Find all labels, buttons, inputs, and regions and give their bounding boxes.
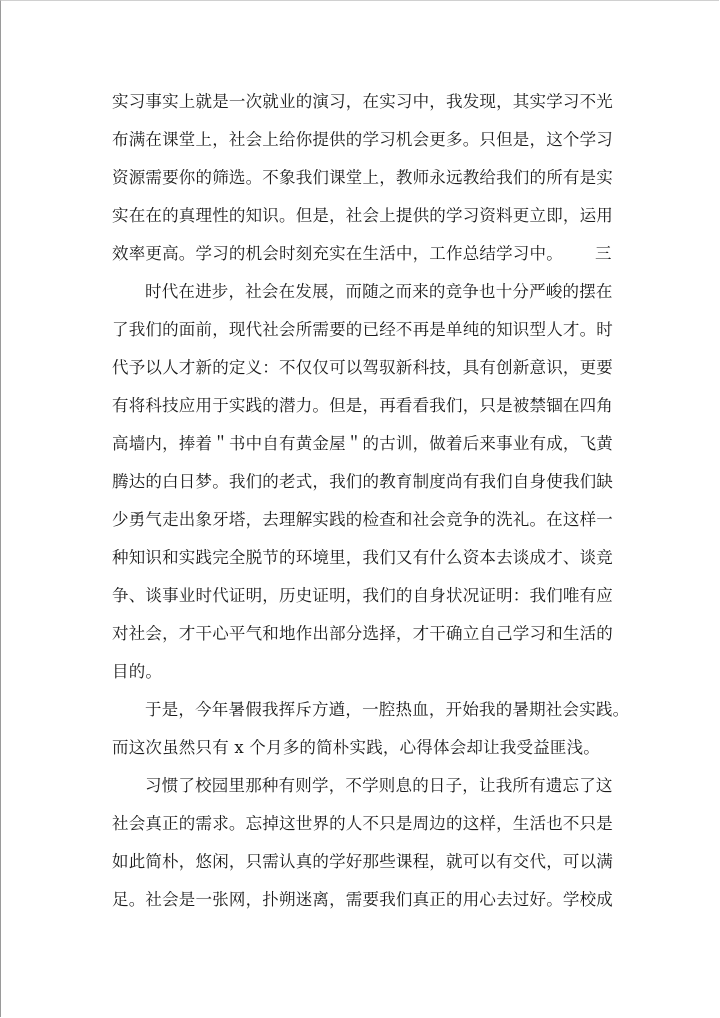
text-line: 社会真正的需求。忘掉这世界的人不只是周边的这样，生活也不只是 — [112, 814, 613, 833]
text-line: 于是，今年暑假我挥斥方遒，一腔热血，开始我的暑期社会实践。 — [145, 700, 630, 719]
text-line: 对社会，才干心平气和地作出部分选择，才干确立自己学习和生活的 — [112, 624, 613, 643]
text-line: 高墙内，捧着＂书中自有黄金屋＂的古训，做着后来事业有成，飞黄 — [112, 434, 613, 453]
text-line: 腾达的白日梦。我们的老式，我们的教育制度尚有我们自身使我们缺 — [112, 472, 613, 491]
text-line: 种知识和实践完全脱节的环境里，我们又有什么资本去谈成才、谈竞 — [112, 548, 613, 567]
text-line: 效率更高。学习的机会时刻充实在生活中，工作总结学习中。 — [112, 244, 563, 263]
text-line: 争、谈事业时代证明，历史证明，我们的自身状况证明：我们唯有应 — [112, 586, 613, 605]
text-line: 而这次虽然只有 x 个月多的简朴实践，心得体会却让我受益匪浅。 — [112, 738, 600, 757]
text-line: 资源需要你的筛选。不象我们课堂上，教师永远教给我们的所有是实 — [112, 168, 613, 187]
text-line: 目的。 — [112, 662, 163, 681]
text-line: 代予以人才新的定义：不仅仅可以驾驭新科技，具有创新意识，更要 — [112, 358, 613, 377]
text-line: 足。社会是一张网，扑朔迷离，需要我们真正的用心去过好。学校成 — [112, 890, 613, 909]
section-number: 三 — [595, 244, 612, 263]
text-line: 习惯了校园里那种有则学，不学则息的日子，让我所有遗忘了这 — [145, 776, 613, 795]
text-line: 有将科技应用于实践的潜力。但是，再看看我们，只是被禁锢在四角 — [112, 396, 613, 415]
text-line: 布满在课堂上，社会上给你提供的学习机会更多。只但是，这个学习 — [112, 130, 613, 149]
text-line: 时代在进步，社会在发展，而随之而来的竞争也十分严峻的摆在 — [145, 282, 613, 301]
text-line: 实习事实上就是一次就业的演习，在实习中，我发现，其实学习不光 — [112, 92, 613, 111]
text-line: 少勇气走出象牙塔，去理解实践的检查和社会竞争的洗礼。在这样一 — [112, 510, 613, 529]
text-line: 实在在的真理性的知识。但是，社会上提供的学习资料更立即，运用 — [112, 206, 613, 225]
text-line: 了我们的面前，现代社会所需要的已经不再是单纯的知识型人才。时 — [112, 320, 613, 339]
text-line: 如此简朴，悠闲，只需认真的学好那些课程，就可以有交代，可以满 — [112, 852, 613, 871]
